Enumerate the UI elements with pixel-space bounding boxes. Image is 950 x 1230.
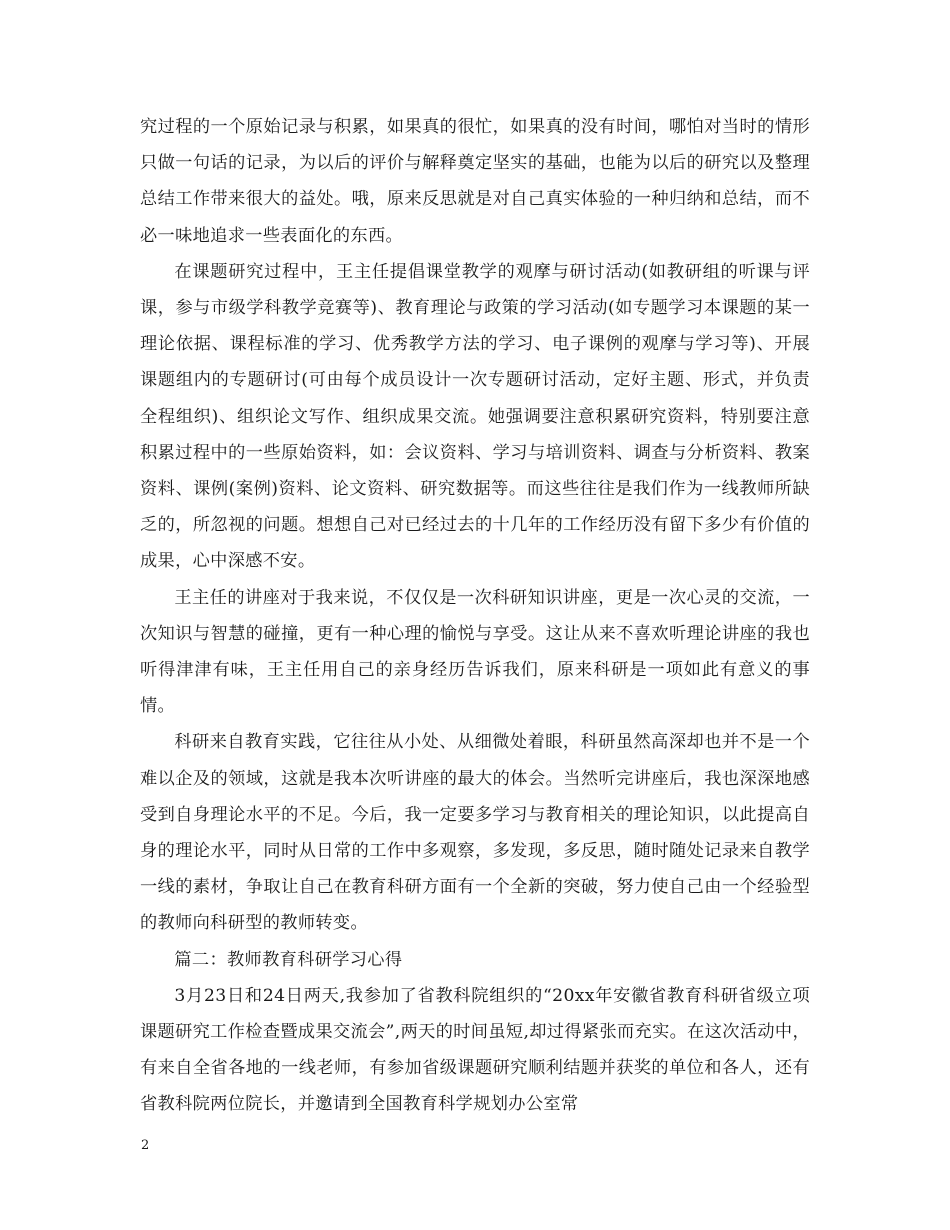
paragraph-conference-intro: 3月23日和24日两天,我参加了省教科院组织的“20xx年安徽省教育科研省级立项课题研究工作检查暨成果交流会”,两天的时间虽短,却过得紧张而充实。在这次活动中，有来自全省各地的一线老师，有参加省级课题研究顺利结题并获奖的单位和各人，还有省教科院两位院长，并邀请到全国教育科学规划办公室常 xyxy=(140,985,810,1115)
page-number: 2 xyxy=(141,1138,150,1153)
document-body xyxy=(140,109,810,1123)
paragraph-lecture-impression: 王主任的讲座对于我来说，不仅仅是一次科研知识讲座，更是一次心灵的交流，一次知识与智慧的碰撞，更有一种心理的愉悦与享受。这让从来不喜欢听理论讲座的我也听得津津有味，王主任用自己的亲身经历告诉我们，原来科研是一项如此有意义的事情。 xyxy=(140,587,810,717)
paragraph-reflection-continued: 究过程的一个原始记录与积累，如果真的很忙，如果真的没有时间，哪怕对当时的情形只做一句话的记录，为以后的评价与解释奠定坚实的基础，也能为以后的研究以及整理总结工作带来很大的益处。哦，原来反思就是对自己真实体验的一种归纳和总结，而不必一味地追求一些表面化的东西。 xyxy=(140,117,810,246)
paragraph-research-activities: 在课题研究过程中，王主任提倡课堂教学的观摩与研讨活动(如教研组的听课与评课，参与市级学科教学竞赛等)、教育理论与政策的学习活动(如专题学习本课题的某一理论依据、课程标准的学习、优秀教学方法的学习、电子课例的观摩与学习等)、开展课题组内的专题研讨(可由每个成员设计一次专题研讨活动，定好主题、形式，并负责全程组织)、组织论文写作、组织成果交流。她强调要注意积累研究资料，特别要注意积累过程中的一些原始资料，如：会议资料、学习与培训资料、调查与分析资料、教案资料、课例(案例)资料、论文资料、研究数据等。而这些往往是我们作为一线教师所缺乏的，所忽视的问题。想想自己对已经过去的十几年的工作经历没有留下多少有价值的成果，心中深感不安。 xyxy=(140,261,810,572)
section-heading-part-two: 篇二：教师教育科研学习心得 xyxy=(174,949,403,970)
paragraph-research-practice: 科研来自教育实践，它往往从小处、从细微处着眼，科研虽然高深却也并不是一个难以企及的领域，这就是我本次听讲座的最大的体会。当然听完讲座后，我也深深地感受到自身理论水平的不足。今后，我一定要多学习与教育相关的理论知识，以此提高自身的理论水平，同时从日常的工作中多观察，多发现，多反思，随时随处记录来自教学一线的素材，争取让自己在教育科研方面有一个全新的突破，努力使自己由一个经验型的教师向科研型的教师转变。 xyxy=(140,732,810,934)
